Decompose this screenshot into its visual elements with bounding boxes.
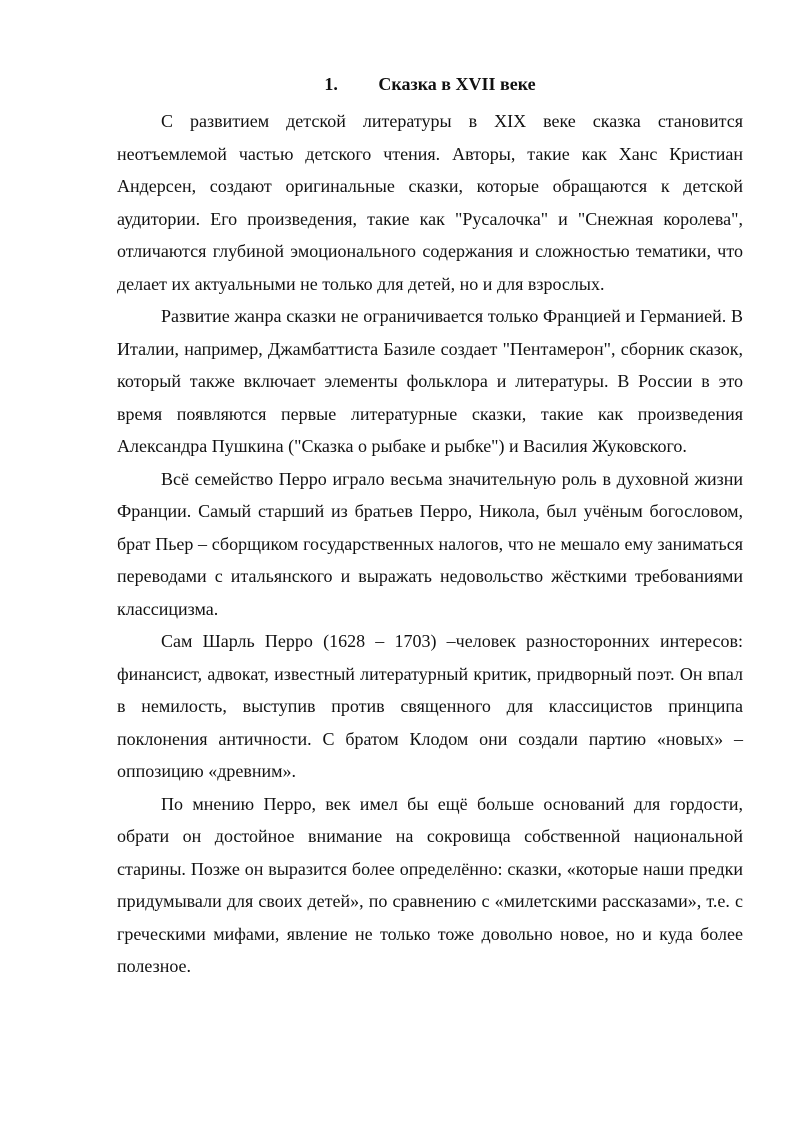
paragraph-5: По мнению Перро, век имел бы ещё больше оснований для гордости, обрати он достойное внимание на сокровища собственной национальной старины. Позже он выразится более определённо: сказки, «которые наши предки придумывали для своих детей», по сравнению с «милетскими рассказами», т.е. с греческими мифами, явление не только тоже довольно новое, но и куда более полезное.	[117, 793, 743, 976]
section-heading	[117, 68, 743, 100]
section-number: 1.	[324, 74, 338, 94]
paragraph-2: Развитие жанра сказки не ограничивается только Францией и Германией. В Италии, например, Джамбаттиста Базиле создает "Пентамерон", сборник сказок, который также включает элементы фольклора и литературы. В России в это время появляются первые литературные сказки, такие как произведения Александра Пушкина ("Сказка о рыбаке и рыбке") и Василия Жуковского.	[117, 306, 743, 456]
paragraph-4: Сам Шарль Перро (1628 – 1703) –человек разносторонних интересов: финансист, адвокат, известный литературный критик, придворный поэт. Он впал в немилость, выступив против священного для классицистов принципа поклонения античности. С братом Клодом они создали партию «новых» – оппозицию «древним».	[117, 631, 743, 781]
section-title: Сказка в XVII веке	[378, 74, 536, 94]
paragraph-3: Всё семейство Перро играло весьма значительную роль в духовной жизни Франции. Самый старший из братьев Перро, Никола, был учёным богословом, брат Пьер – сборщиком государственных налогов, что не мешало ему заниматься переводами с итальянского и выражать недовольство жёсткими требованиями классицизма.	[117, 468, 743, 619]
document-page	[117, 68, 743, 983]
paragraph-1: С развитием детской литературы в XIX веке сказка становится неотъемлемой частью детского чтения. Авторы, такие как Ханс Кристиан Андерсен, создают оригинальные сказки, которые обращаются к детской аудитории. Его произведения, такие как "Русалочка" и "Снежная королева", отличаются глубиной эмоционального содержания и сложностью тематики, что делает их актуальными не только для детей, но и для взрослых.	[117, 111, 743, 294]
